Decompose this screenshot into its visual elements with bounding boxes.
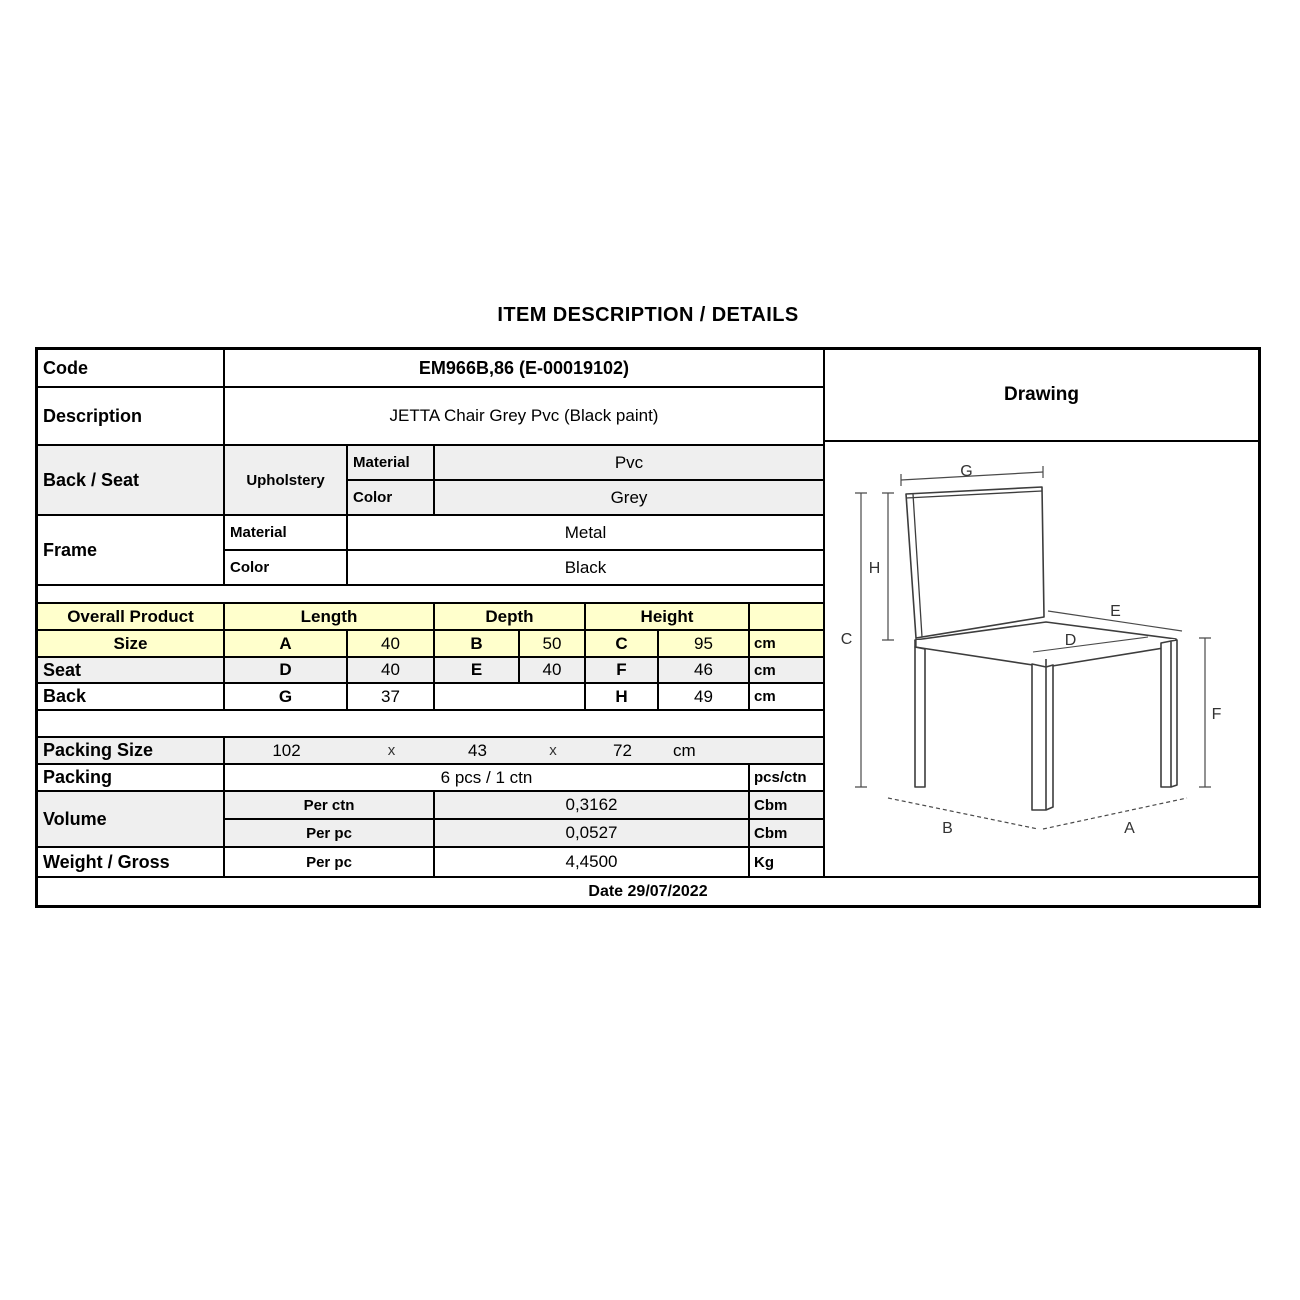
weight-label: Weight / Gross: [38, 848, 225, 876]
back-seat-group-label: Upholstery: [225, 446, 348, 514]
dim-label-c: C: [840, 631, 854, 648]
seat-unit: cm: [754, 661, 776, 679]
dim-line-f: [1199, 638, 1211, 787]
back-seat-label: Back / Seat: [38, 446, 225, 514]
packing-value: 6 pcs / 1 ctn: [225, 765, 750, 790]
page-title: ITEM DESCRIPTION / DETAILS: [497, 304, 799, 326]
code-value: EM966B,86 (E-00019102): [418, 357, 630, 378]
volume-subtable: [225, 792, 823, 846]
row-volume: [38, 792, 823, 848]
packing-size-label: Packing Size: [38, 738, 225, 763]
volume-per-ctn-value: 0,3162: [435, 792, 750, 818]
back-label: Back: [38, 684, 225, 709]
packing-size-empty: [750, 738, 823, 763]
size-header-label-line1: Overall Product: [38, 604, 225, 629]
packing-size-length: 102: [272, 740, 301, 760]
size-col-length: Length: [225, 604, 435, 629]
row-frame: [38, 516, 823, 586]
spacer-cell: [38, 711, 823, 736]
packing-label: Packing: [38, 765, 225, 790]
weight-sub-label: Per pc: [225, 848, 435, 876]
overall-dim-a-value: 40: [348, 631, 435, 656]
back-seat-material-row: [348, 446, 823, 481]
seat-label: Seat: [38, 658, 225, 682]
overall-dim-a-key: A: [225, 631, 348, 656]
back-seat-color-row: [348, 481, 823, 514]
back-seat-color-value: Grey: [610, 487, 648, 507]
frame-material-label: Material: [225, 516, 348, 549]
seat-dim-e-key: E: [435, 658, 520, 682]
row-packing: [38, 765, 823, 792]
packing-size-height: 72: [613, 740, 632, 760]
row-size-back: [38, 684, 823, 711]
back-seat-subtable: [348, 446, 823, 514]
frame-color-value: Black: [564, 557, 607, 577]
seat-dim-e-value: 40: [520, 658, 586, 682]
weight-value: 4,4500: [435, 848, 750, 876]
volume-per-pc-unit: Cbm: [754, 824, 788, 842]
overall-dim-b-value: 50: [520, 631, 586, 656]
chair-front-leg: [1032, 664, 1053, 810]
back-empty-cell: [435, 684, 586, 709]
frame-color-label: Color: [225, 551, 348, 584]
dim-label-b: B: [942, 820, 954, 837]
volume-per-pc-label: Per pc: [225, 820, 435, 846]
volume-per-pc-value: 0,0527: [435, 820, 750, 846]
overall-dim-b-key: B: [435, 631, 520, 656]
dim-line-a: [1043, 798, 1187, 829]
chair-backrest: [906, 487, 1044, 638]
spacer-row: [38, 711, 823, 738]
back-unit: cm: [754, 688, 776, 705]
overall-dim-c-key: C: [586, 631, 659, 656]
back-dim-h-value: 49: [659, 684, 750, 709]
chair-sketch-svg: [825, 442, 1258, 876]
spec-left-table: [38, 350, 825, 876]
code-label: Code: [38, 350, 225, 386]
row-description: [38, 388, 823, 446]
row-size-header: [38, 604, 823, 631]
packing-size-sep1: x: [387, 742, 396, 759]
dim-label-h: H: [868, 560, 882, 577]
drawing-title: Drawing: [825, 350, 1258, 442]
back-dim-g-value: 37: [348, 684, 435, 709]
chair-drawing: [825, 442, 1258, 876]
dim-label-g: G: [960, 463, 974, 480]
size-header-label-line2: Size: [38, 631, 225, 656]
dim-line-b: [888, 798, 1038, 829]
chair-right-leg: [1161, 640, 1177, 787]
row-code: [38, 350, 823, 388]
row-packing-size: [38, 738, 823, 765]
packing-size-unit: cm: [673, 740, 696, 760]
volume-label: Volume: [38, 792, 225, 846]
dim-line-h: [882, 493, 894, 640]
volume-per-ctn-label: Per ctn: [225, 792, 435, 818]
frame-subtable: [225, 516, 823, 584]
packing-unit: pcs/ctn: [754, 769, 807, 786]
overall-unit: cm: [754, 635, 776, 652]
chair-seat-edge: [915, 639, 1176, 667]
dim-label-d: D: [1064, 632, 1078, 649]
date-value: Date 29/07/2022: [588, 882, 708, 900]
seat-dim-f-value: 46: [659, 658, 750, 682]
spec-sheet-table: [35, 347, 1261, 908]
dim-label-e: E: [1110, 603, 1122, 620]
back-seat-material-value: Pvc: [614, 452, 644, 472]
row-back-seat: [38, 446, 823, 516]
back-dim-g-key: G: [225, 684, 348, 709]
size-header-empty-cell: [750, 604, 823, 629]
seat-dim-d-value: 40: [348, 658, 435, 682]
chair-left-leg: [915, 647, 925, 787]
row-size-seat: [38, 658, 823, 684]
spacer-cell: [38, 586, 823, 602]
dim-line-c: [855, 493, 867, 787]
dim-label-a: A: [1124, 820, 1136, 837]
frame-material-row: [225, 516, 823, 551]
date-row: [38, 876, 1258, 905]
volume-per-ctn-row: [225, 792, 823, 820]
dim-label-f: F: [1211, 706, 1223, 723]
description-label: Description: [38, 388, 225, 444]
seat-dim-d-key: D: [225, 658, 348, 682]
volume-per-ctn-unit: Cbm: [754, 796, 788, 814]
back-seat-material-label: Material: [348, 446, 435, 479]
seat-dim-f-key: F: [586, 658, 659, 682]
description-value: JETTA Chair Grey Pvc (Black paint): [389, 406, 659, 425]
frame-color-row: [225, 551, 823, 584]
packing-size-depth: 43: [468, 740, 487, 760]
frame-label: Frame: [38, 516, 225, 584]
spacer-row: [38, 586, 823, 604]
volume-per-pc-row: [225, 820, 823, 846]
back-dim-h-key: H: [586, 684, 659, 709]
weight-unit: Kg: [754, 853, 774, 871]
size-col-depth: Depth: [435, 604, 586, 629]
drawing-pane: [825, 350, 1258, 876]
overall-dim-c-value: 95: [659, 631, 750, 656]
size-col-height: Height: [586, 604, 750, 629]
row-size-overall: [38, 631, 823, 658]
frame-material-value: Metal: [564, 522, 607, 542]
packing-size-sep2: x: [549, 742, 557, 759]
back-seat-color-label: Color: [348, 481, 435, 514]
row-weight: [38, 848, 823, 876]
sheet-content: [38, 350, 1258, 876]
